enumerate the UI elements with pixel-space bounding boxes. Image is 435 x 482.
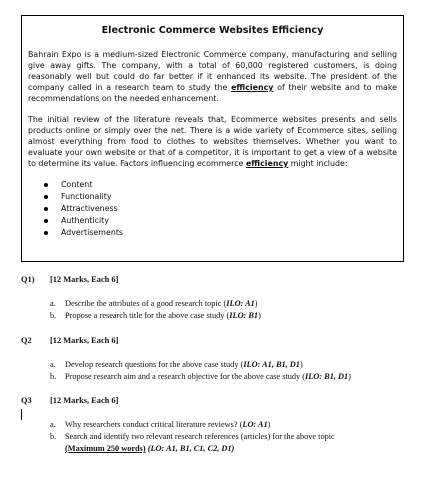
question-2a (50, 360, 420, 369)
list-item (44, 227, 397, 239)
item-lo: ILO: A1 (226, 299, 255, 308)
question-3b-cont (50, 444, 420, 453)
text-cursor (21, 409, 22, 420)
item-text: Propose a research title for the above case study ( (65, 311, 230, 320)
word-limit: (Maximum 250 words) (65, 444, 146, 453)
bullet-icon (44, 219, 48, 223)
bullet-icon (44, 207, 48, 211)
item-text: Describe the attributes of a good research topic ( (65, 299, 227, 308)
case-paragraph-1 (28, 49, 397, 104)
question-1a (50, 299, 420, 308)
list-item (44, 203, 397, 215)
p1-text-a: Bahrain Expo is a medium-sized Electronic Commerce company, manufacturing and selling give away gifts. The company, with a total of 60,000 registered customers, is doing reasonably well but could do far better if it enhanced its website. The president of the company called in a research team to study the (28, 50, 397, 92)
p2-text-b: might include: (288, 159, 348, 168)
factors-list (28, 179, 397, 239)
bullet-icon (44, 195, 48, 199)
factor-label: Functionality (61, 192, 112, 201)
question-1b (50, 311, 420, 320)
item-end: ) (254, 299, 258, 308)
factor-label: Content (61, 180, 93, 189)
question-marks: [12 Marks, Each 6] (50, 336, 119, 345)
question-3a (50, 420, 420, 429)
item-text: Why researchers conduct critical literature reviews? ( (65, 420, 243, 429)
item-lo: ILO: A1, B1, D1 (243, 360, 300, 369)
item-text: Propose research aim and a research objective for the above case study ( (65, 372, 306, 381)
question-number: Q3 (21, 396, 32, 405)
bullet-icon (44, 231, 48, 235)
question-3-heading (21, 396, 118, 405)
list-item (44, 179, 397, 191)
item-lo: LO: A1 (242, 420, 268, 429)
factor-label: Attractiveness (61, 204, 118, 213)
question-number: Q1) (21, 275, 35, 284)
p2-emphasis: efficiency (245, 159, 289, 168)
factor-label: Authenticity (61, 216, 109, 225)
question-number: Q2 (21, 336, 32, 345)
list-item (44, 191, 397, 203)
factor-label: Advertisements (61, 228, 124, 237)
item-text: Develop research questions for the above case study ( (65, 360, 244, 369)
item-letter: b. (50, 372, 57, 381)
p1-emphasis: efficiency (231, 83, 274, 92)
item-end: ) (299, 360, 303, 369)
question-2-heading (21, 336, 118, 345)
case-study-box (21, 15, 404, 262)
item-text: Search and identify two relevant research references (articles) for the above topic (65, 432, 335, 441)
case-paragraph-2 (28, 114, 397, 169)
p1-text-b: of their website and to make recommendations on the needed enhancement. (28, 83, 397, 103)
case-study-title: Electronic Commerce Websites Efficiency (101, 25, 324, 36)
item-letter: a. (50, 360, 56, 369)
list-item (44, 215, 397, 227)
item-letter: a. (50, 420, 56, 429)
question-marks: [12 Marks, Each 6] (50, 396, 119, 405)
question-2b (50, 372, 420, 381)
item-letter: b. (50, 311, 57, 320)
item-end: ) (348, 372, 351, 381)
item-end: ) (258, 311, 261, 320)
question-1-heading (21, 275, 118, 284)
item-lo: (LO: A1, B1, C1, C2, D1) (145, 444, 235, 453)
question-marks: [12 Marks, Each 6] (50, 275, 119, 284)
item-letter: b. (50, 432, 57, 441)
p2-text-a: The initial review of the literature reveals that, Ecommerce websites presents and sells products online or simply over the net. There is a wide variety of Ecommerce sites, selling almost everything from food to clothes to websites themselves. Whether you want to evaluate your own website or that of a competitor, it is important to get a view of a website to determine its value. Factors influencing ecommerce (28, 115, 397, 168)
bullet-icon (44, 183, 48, 187)
item-lo: ILO: B1 (229, 311, 259, 320)
item-end: ) (267, 420, 271, 429)
item-letter: a. (50, 299, 56, 308)
item-lo: ILO: B1, D1 (305, 372, 349, 381)
question-3b (50, 432, 420, 441)
